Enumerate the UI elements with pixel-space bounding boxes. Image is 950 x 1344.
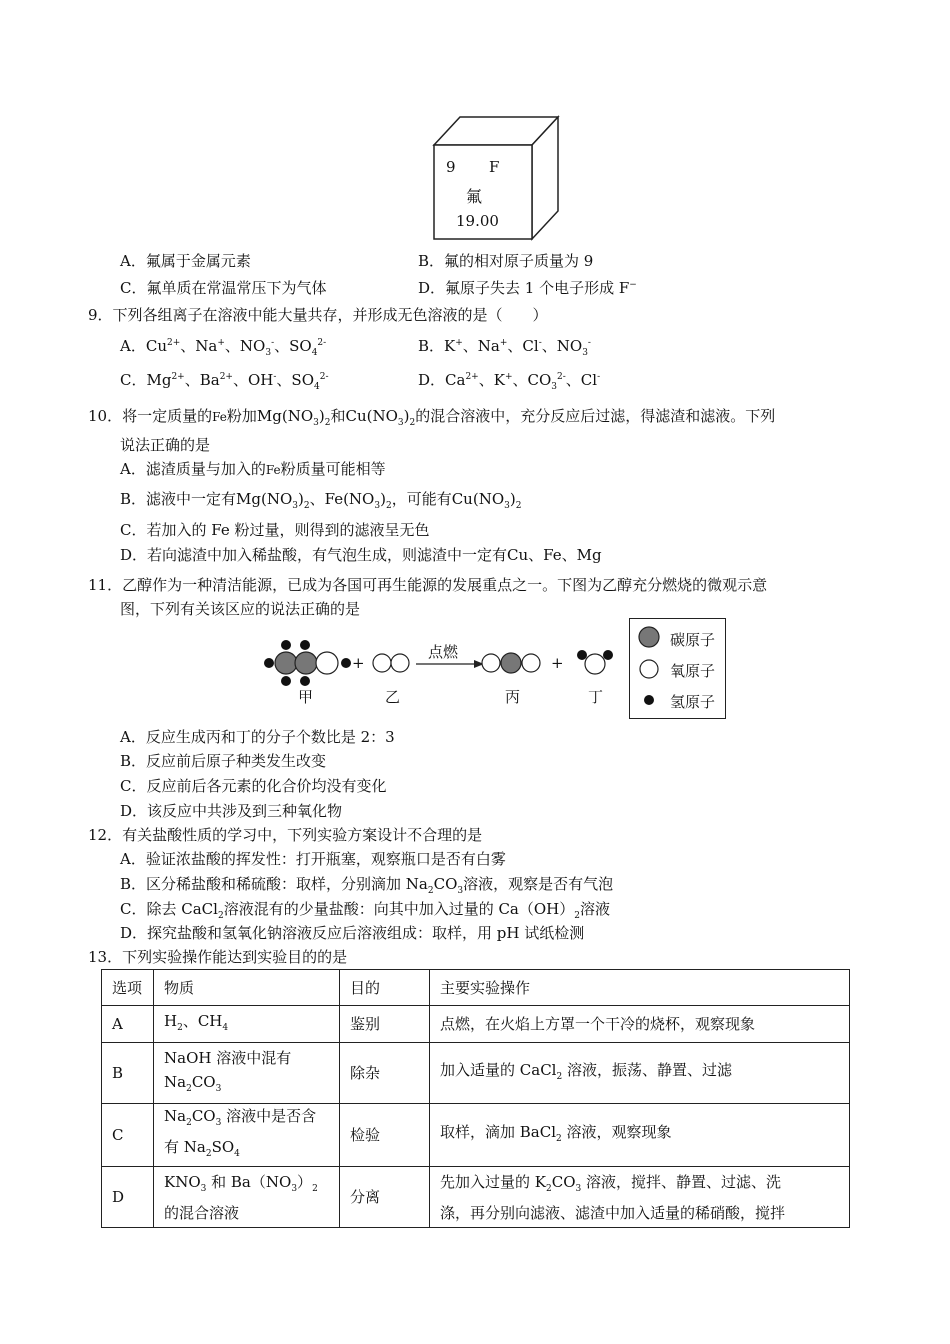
q9-option-b: B．K+、Na+、Cl-、$NO_3^-$: [418, 337, 591, 358]
row-substance: $H_2$、$CH_4$: [154, 1006, 340, 1043]
row-substance: NaOH 溶液中混有 $Na_2CO_3$: [154, 1043, 340, 1104]
q12-option-a: A．验证浓盐酸的挥发性：打开瓶塞，观察瓶口是否有白雾: [120, 850, 506, 868]
q9-option-c: C．$Mg^{2+}$、$Ba^{2+}$、OH-、$SO_4^{2-}$: [120, 371, 329, 392]
q8-option-b: B．氟的相对原子质量为 9: [418, 252, 594, 270]
row-operation: 先加入过量的 $K_2CO_3$ 溶液，搅拌、静置、过滤、洗 涤，再分别向滤液、滤渣中加入适量的稀硝酸，搅拌: [430, 1167, 850, 1228]
header-substance: 物质: [154, 970, 340, 1006]
q11-option-b: B．反应前后原子种类发生改变: [120, 752, 327, 770]
legend-oxygen: 氧原子: [670, 662, 716, 680]
q8-option-d: D．氟原子失去 1 个电子形成 F−: [418, 279, 637, 297]
plus-1: +: [352, 654, 365, 672]
reaction-condition: 点燃: [428, 643, 459, 661]
row-goal: 鉴别: [340, 1006, 430, 1043]
q13-table: [101, 969, 850, 1228]
header-operation: 主要实验操作: [430, 970, 850, 1006]
q10-option-b: B．滤液中一定有$Mg(NO_3)_2$、$Fe(NO_3)_2$，可能有$Cu(NO_3)_2$: [120, 490, 522, 511]
q12-option-c: C．除去 CaCl$_2$溶液混有的少量盐酸：向其中加入过量的 $Ca(OH)_2$溶液: [120, 900, 611, 921]
q10-option-d: D．若向滤渣中加入稀盐酸，有气泡生成，则滤渣中一定有Cu、Fe、Mg: [120, 546, 602, 564]
q12-option-d: D．探究盐酸和氢氧化钠溶液反应后溶液组成：取样，用 pH 试纸检测: [120, 924, 585, 942]
row-substance: $Na_2CO_3$ 溶液中是否含 有 $Na_2SO_4$: [154, 1104, 340, 1167]
label-bing: 丙: [505, 688, 521, 706]
table-row: [102, 1104, 850, 1167]
table-row: [102, 1167, 850, 1228]
q11-option-a: A．反应生成丙和丁的分子个数比是 2：3: [120, 728, 395, 746]
element-number: 9: [446, 158, 456, 176]
q9-option-d: D．$Ca^{2+}$、K+、$CO_3^{2-}$、Cl-: [418, 371, 601, 392]
legend-carbon: 碳原子: [670, 631, 716, 649]
legend-hydrogen: 氢原子: [670, 693, 716, 711]
q10-option-c: C．若加入的 Fe 粉过量，则得到的滤液呈无色: [120, 521, 430, 539]
table-row: [102, 1043, 850, 1104]
element-name: 氟: [466, 187, 483, 206]
label-yi: 乙: [385, 688, 401, 706]
legend-swatches: [636, 624, 664, 712]
q8-option-a: A．氟属于金属元素: [120, 252, 251, 270]
row-option: C: [102, 1104, 154, 1167]
row-option: D: [102, 1167, 154, 1228]
row-option: A: [102, 1006, 154, 1043]
row-goal: 检验: [340, 1104, 430, 1167]
q13-stem: 13．下列实验操作能达到实验目的的是: [88, 948, 348, 966]
element-symbol: F: [489, 158, 500, 176]
q11-stem-line2: 图，下列有关该区应的说法正确的是: [120, 600, 361, 618]
row-option: B: [102, 1043, 154, 1104]
q10-stem-line2: 说法正确的是: [120, 436, 211, 454]
label-ding: 丁: [588, 688, 604, 706]
row-goal: 除杂: [340, 1043, 430, 1104]
row-operation: 点燃，在火焰上方罩一个干冷的烧杯，观察现象: [430, 1006, 850, 1043]
row-operation: 取样，滴加 BaCl$_2$ 溶液，观察现象: [430, 1104, 850, 1167]
q11-option-c: C．反应前后各元素的化合价均没有变化: [120, 777, 387, 795]
q9-stem: 9．下列各组离子在溶液中能大量共存，并形成无色溶液的是（ ）: [88, 306, 548, 324]
header-goal: 目的: [340, 970, 430, 1006]
header-option: 选项: [102, 970, 154, 1006]
row-goal: 分离: [340, 1167, 430, 1228]
table-header-row: [102, 970, 850, 1006]
q10-option-a: A．滤渣质量与加入的Fe粉质量可能相等: [120, 460, 386, 478]
q11-option-d: D．该反应中共涉及到三种氧化物: [120, 802, 343, 820]
q11-stem: 11．乙醇作为一种清洁能源，已成为各国可再生能源的发展重点之一。下图为乙醇充分燃烧的微观示意: [88, 576, 768, 594]
element-mass: 19.00: [456, 212, 499, 230]
q12-option-b: B．区分稀盐酸和稀硫酸：取样，分别滴加 $Na_2CO_3$溶液，观察是否有气泡: [120, 875, 614, 896]
q10-stem: 10．将一定质量的Fe粉加$Mg(NO_3)_2$和$Cu(NO_3)_2$的混合溶液中，充分反应后过滤，得滤渣和滤液。下列: [88, 407, 776, 428]
table-row: [102, 1006, 850, 1043]
q12-stem: 12．有关盐酸性质的学习中，下列实验方案设计不合理的是: [88, 826, 483, 844]
row-substance: $KNO_3$ 和 $Ba(NO_3)_2$ 的混合溶液: [154, 1167, 340, 1228]
plus-2: +: [551, 654, 564, 672]
row-operation: 加入适量的 CaCl$_2$ 溶液，振荡、静置、过滤: [430, 1043, 850, 1104]
q8-option-c: C．氟单质在常温常压下为气体: [120, 279, 327, 297]
label-jia: 甲: [298, 688, 314, 706]
q9-option-a: A．$Cu^{2+}$、Na+、$NO_3^-$、$SO_4^{2-}$: [120, 337, 327, 358]
